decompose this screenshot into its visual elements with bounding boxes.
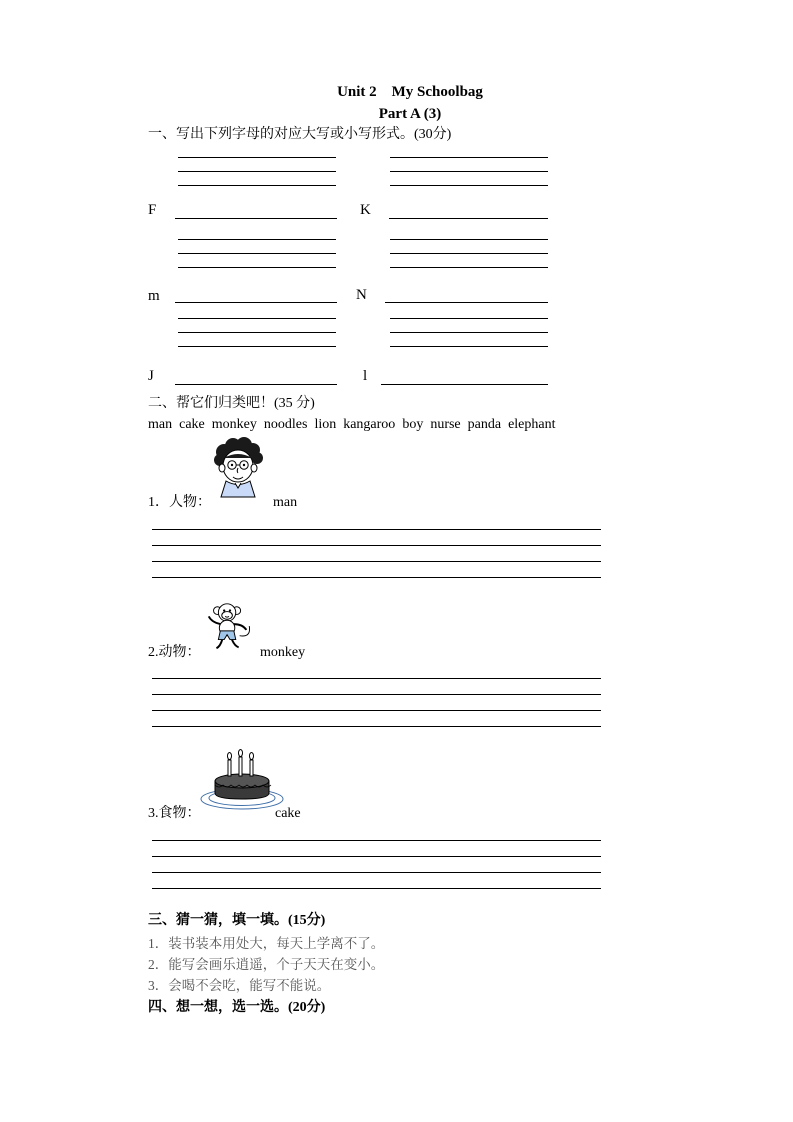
riddle-3: 3．会喝不会吃，能写不能说。 xyxy=(148,978,331,993)
category-example-monkey: monkey xyxy=(260,645,306,660)
word-bank-item: kangaroo xyxy=(343,417,396,432)
riddle-2: 2．能写会画乐逍遥，个子天天在变小。 xyxy=(148,957,385,972)
answer-line xyxy=(390,171,548,172)
word-bank-item: elephant xyxy=(508,417,556,432)
answer-line xyxy=(152,694,601,695)
answer-line xyxy=(389,218,548,219)
answer-line xyxy=(390,318,548,319)
answer-line xyxy=(390,185,548,186)
answer-line xyxy=(152,678,601,679)
answer-line xyxy=(390,239,548,240)
section4-heading: 四、想一想，选一选。(20分) xyxy=(148,1000,326,1015)
category-example-man: man xyxy=(273,495,298,510)
category-label-food: 3.食物： xyxy=(148,806,201,821)
letter-label-J: J xyxy=(148,368,154,384)
answer-line xyxy=(178,318,336,319)
word-bank-item: boy xyxy=(402,417,424,432)
letter-label-F: F xyxy=(148,202,157,218)
answer-line xyxy=(175,384,337,385)
word-bank-item: man xyxy=(148,417,173,432)
section1-heading: 一、写出下列字母的对应大写或小写形式。(30分) xyxy=(148,127,452,142)
word-bank-item: noodles xyxy=(263,417,308,432)
word-bank-item: nurse xyxy=(430,417,461,432)
answer-line xyxy=(178,157,336,158)
category-example-cake: cake xyxy=(275,806,301,821)
answer-line xyxy=(390,346,548,347)
section3-heading: 三、猜一猜，填一填。(15分) xyxy=(148,913,326,928)
answer-line xyxy=(390,253,548,254)
letter-label-K: K xyxy=(360,202,371,218)
word-bank xyxy=(148,417,556,434)
answer-line xyxy=(178,267,336,268)
page-title: Unit 2 My Schoolbag xyxy=(337,84,483,100)
answer-line xyxy=(381,384,548,385)
birthday-cake-illustration xyxy=(198,747,286,811)
section2-heading: 二、帮它们归类吧！(35 分) xyxy=(148,396,315,411)
page-subtitle: Part A (3) xyxy=(378,106,442,122)
answer-line xyxy=(152,529,601,530)
monkey-illustration xyxy=(200,599,258,655)
riddle-1: 1．装书装本用处大，每天上学离不了。 xyxy=(148,936,385,951)
answer-line xyxy=(178,346,336,347)
answer-line xyxy=(178,239,336,240)
word-bank-item: lion xyxy=(314,417,337,432)
answer-line xyxy=(152,545,601,546)
word-bank-item: monkey xyxy=(211,417,257,432)
category-label-animals: 2.动物： xyxy=(148,645,201,660)
category-label-people: 1．人物： xyxy=(148,495,211,510)
answer-line xyxy=(152,726,601,727)
answer-line xyxy=(152,710,601,711)
word-bank-item: cake xyxy=(179,417,205,432)
man-portrait-illustration xyxy=(208,436,268,498)
answer-line xyxy=(152,577,601,578)
answer-line xyxy=(175,218,337,219)
answer-line xyxy=(390,332,548,333)
letter-label-m: m xyxy=(148,288,160,304)
letter-label-N: N xyxy=(356,287,367,303)
answer-line xyxy=(178,253,336,254)
answer-line xyxy=(152,840,601,841)
answer-line xyxy=(152,856,601,857)
answer-line xyxy=(178,171,336,172)
word-bank-item: panda xyxy=(467,417,502,432)
answer-line xyxy=(152,888,601,889)
answer-line xyxy=(390,267,548,268)
answer-line xyxy=(152,561,601,562)
answer-line xyxy=(390,157,548,158)
answer-line xyxy=(175,302,337,303)
letter-label-l: l xyxy=(363,368,368,384)
answer-line xyxy=(178,332,336,333)
answer-line xyxy=(152,872,601,873)
answer-line xyxy=(385,302,548,303)
answer-line xyxy=(178,185,336,186)
